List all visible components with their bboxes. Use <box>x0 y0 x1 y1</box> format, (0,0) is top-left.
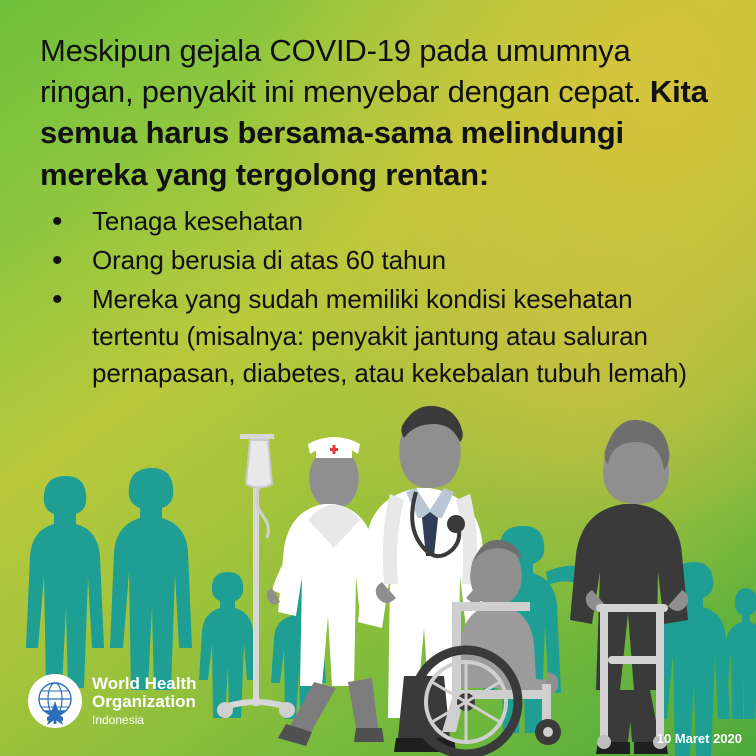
who-logo-country: Indonesia <box>92 713 145 728</box>
headline-paragraph <box>40 30 722 195</box>
headline-normal: Meskipun gejala COVID-19 pada umumnya ringan, penyakit ini menyebar dengan cepat. <box>40 33 650 110</box>
message-text-block <box>40 30 722 393</box>
list-item: • Mereka yang sudah memiliki kondisi kesehatan tertentu (misalnya: penyakit jantung atau saluran pernapasan, diabetes, atau kekebalan tubuh lemah) <box>40 281 722 392</box>
who-emblem-icon <box>28 674 82 728</box>
who-logo-line2: Organization <box>92 692 196 712</box>
who-logo-line1: World Health <box>92 674 197 694</box>
vulnerable-groups-list <box>40 203 722 392</box>
headline-bold: Kita semua harus bersama-sama melindungi mereka yang tergolong rentan: <box>40 74 708 192</box>
list-item: • Orang berusia di atas 60 tahun <box>40 242 722 279</box>
who-logo <box>28 674 197 728</box>
elderly-walker-figure <box>570 420 688 754</box>
who-logo-text <box>92 675 197 726</box>
date-stamp: 10 Maret 2020 <box>656 731 742 746</box>
list-item: • Tenaga kesehatan <box>40 203 722 240</box>
